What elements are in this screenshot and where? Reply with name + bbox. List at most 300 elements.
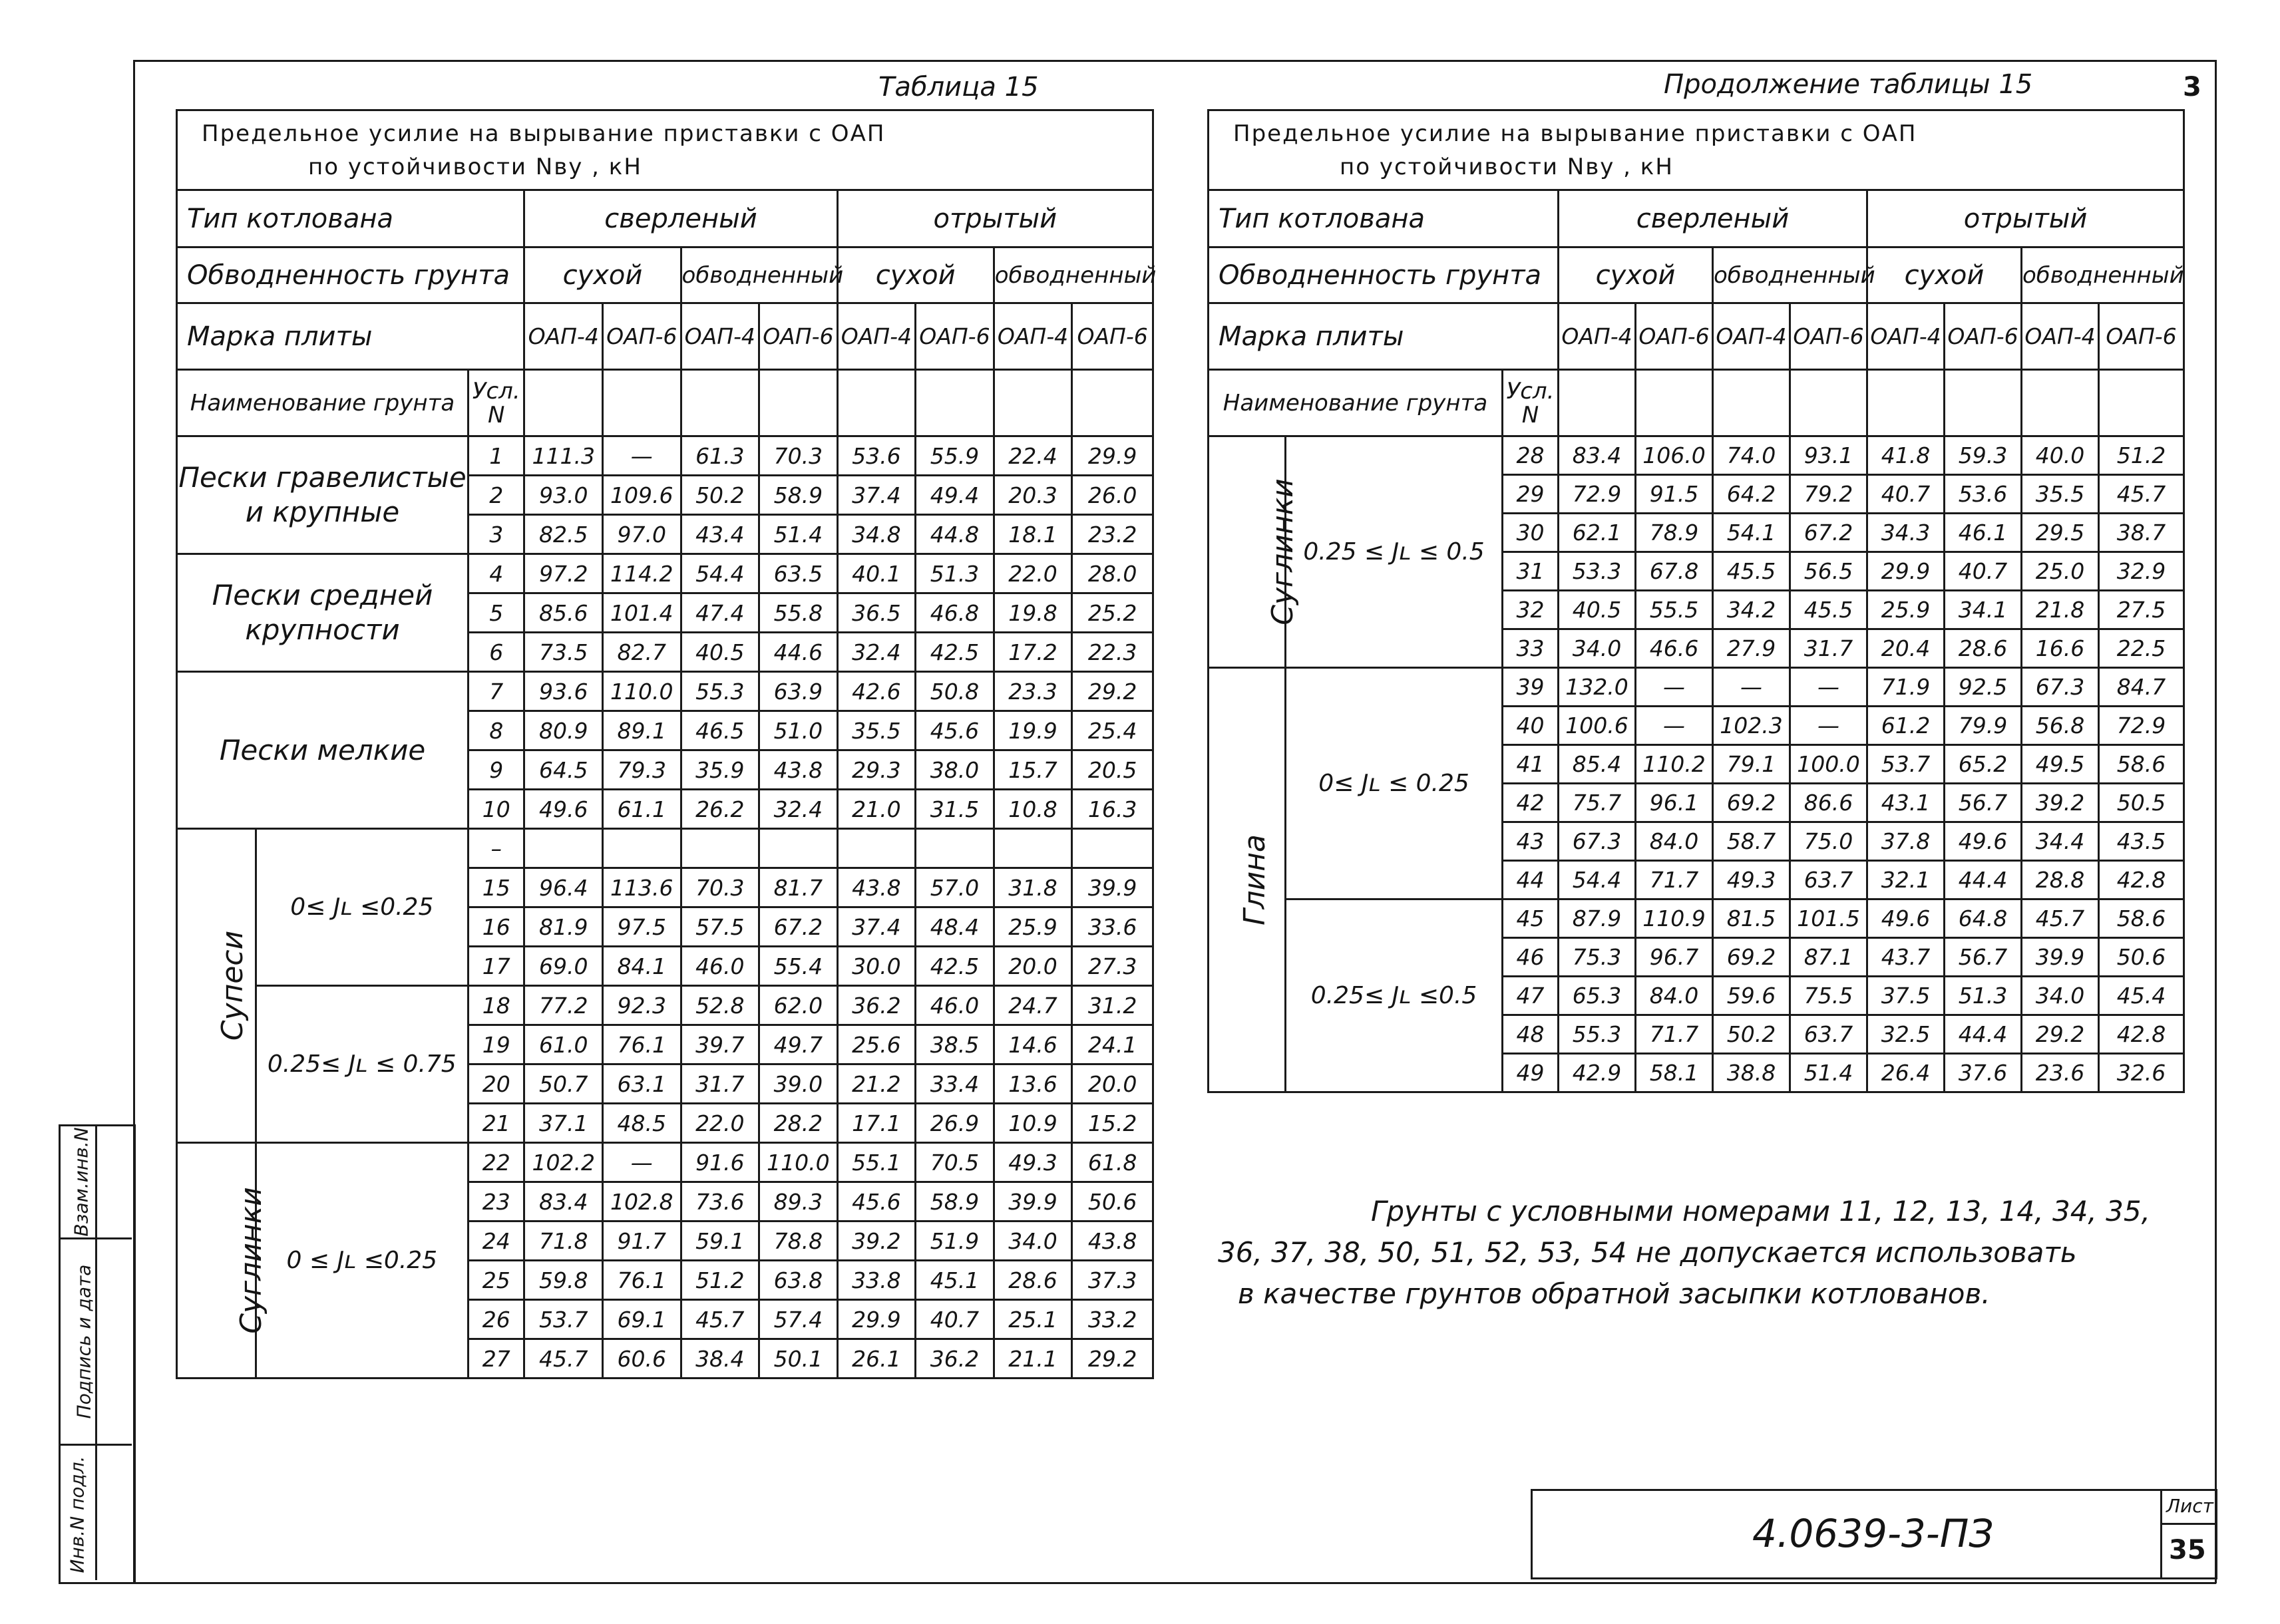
value-cell: — — [1636, 707, 1713, 745]
value-cell: 48.4 — [916, 907, 994, 947]
value-cell: 61.1 — [602, 790, 681, 829]
value-cell: 47.4 — [681, 593, 759, 633]
value-cell: 32.1 — [1867, 861, 1945, 899]
value-cell: 43.8 — [759, 750, 838, 790]
table-row — [177, 554, 1153, 593]
value-cell: 87.1 — [1790, 938, 1867, 977]
value-cell: 34.8 — [837, 515, 916, 554]
right-type-label: Тип котлована — [1209, 190, 1559, 247]
sheet-number-box — [2160, 1489, 2217, 1579]
left-table-caption: Таблица 15 — [878, 72, 1039, 102]
value-cell: 92.5 — [1945, 668, 2022, 707]
value-cell: 35.5 — [2022, 475, 2099, 514]
value-cell: 70.3 — [681, 868, 759, 907]
side-field-sep1 — [59, 1237, 132, 1239]
left-soil-name-label: Наименование грунта — [177, 370, 469, 436]
value-cell: 69.0 — [524, 947, 603, 986]
dash-cell: – — [469, 829, 524, 868]
value-cell: 79.9 — [1945, 707, 2022, 745]
value-cell: 63.7 — [1790, 861, 1867, 899]
cond-number-cell: 40 — [1503, 707, 1559, 745]
value-cell: 81.9 — [524, 907, 603, 947]
value-cell: 29.9 — [837, 1300, 916, 1339]
table-row — [177, 829, 1153, 868]
value-cell: 40.7 — [916, 1300, 994, 1339]
soil-group-suglinki-right — [1209, 436, 1300, 668]
cond-number-cell: 7 — [469, 672, 524, 711]
soil-group-supesi-text: Супеси — [216, 930, 250, 1041]
cond-number-cell: 1 — [469, 436, 524, 476]
value-cell: 46.0 — [916, 986, 994, 1025]
value-cell: 51.9 — [916, 1221, 994, 1261]
value-cell: 45.6 — [837, 1182, 916, 1221]
right-table-title — [1209, 110, 2184, 190]
consistency-c: 0 ≤ Jʟ ≤0.25 — [256, 1143, 469, 1379]
right-plate-2: ОАП-6 — [1636, 303, 1713, 370]
value-cell: 54.1 — [1713, 514, 1790, 552]
value-cell: 100.6 — [1559, 707, 1636, 745]
value-cell: 55.4 — [759, 947, 838, 986]
value-cell: 37.1 — [524, 1104, 603, 1143]
value-cell: 26.0 — [1072, 476, 1153, 515]
value-cell: 85.4 — [1559, 745, 1636, 784]
left-water-label: Обводненность грунта — [177, 247, 524, 303]
cond-number-cell: 15 — [469, 868, 524, 907]
soil-group-suglinki-text: Суглинки — [234, 1187, 268, 1334]
value-cell: 29.3 — [837, 750, 916, 790]
value-cell: 82.7 — [602, 633, 681, 672]
empty-cell — [1072, 829, 1153, 868]
value-cell: 16.3 — [1072, 790, 1153, 829]
cond-number-cell: 39 — [1503, 668, 1559, 707]
left-plate-2: ОАП-6 — [602, 303, 681, 370]
value-cell: 67.8 — [1636, 552, 1713, 591]
value-cell: 28.6 — [994, 1261, 1072, 1300]
value-cell: 37.4 — [837, 907, 916, 947]
table-row — [1209, 436, 2184, 475]
value-cell: 55.9 — [916, 436, 994, 476]
value-cell: 34.4 — [2022, 822, 2099, 861]
value-cell: 52.8 — [681, 986, 759, 1025]
value-cell: 25.6 — [837, 1025, 916, 1064]
frame-top-line — [133, 60, 2216, 62]
right-plate-4: ОАП-6 — [1790, 303, 1867, 370]
value-cell: 26.9 — [916, 1104, 994, 1143]
value-cell: 55.3 — [1559, 1015, 1636, 1054]
value-cell: 37.6 — [1945, 1054, 2022, 1092]
side-field-original: Инв.N подл. — [66, 1456, 89, 1573]
value-cell: 97.2 — [524, 554, 603, 593]
value-cell: 110.0 — [759, 1143, 838, 1182]
value-cell: 46.1 — [1945, 514, 2022, 552]
value-cell: 19.8 — [994, 593, 1072, 633]
value-cell: 22.0 — [681, 1104, 759, 1143]
value-cell: 83.4 — [524, 1182, 603, 1221]
value-cell: 34.2 — [1713, 591, 1790, 629]
cond-number-cell: 32 — [1503, 591, 1559, 629]
left-plate-5: ОАП-4 — [837, 303, 916, 370]
value-cell: 40.7 — [1945, 552, 2022, 591]
value-cell: 20.0 — [994, 947, 1072, 986]
right-plate-7: ОАП-4 — [2022, 303, 2099, 370]
value-cell: 31.8 — [994, 868, 1072, 907]
value-cell: 91.7 — [602, 1221, 681, 1261]
cond-number-cell: 25 — [469, 1261, 524, 1300]
value-cell: 21.8 — [2022, 591, 2099, 629]
value-cell: 30.0 — [837, 947, 916, 986]
value-cell: 37.4 — [837, 476, 916, 515]
value-cell: 17.2 — [994, 633, 1072, 672]
value-cell: 42.5 — [916, 947, 994, 986]
consistency-e: 0≤ Jʟ ≤ 0.25 — [1286, 668, 1503, 899]
value-cell: 70.3 — [759, 436, 838, 476]
value-cell: 45.1 — [916, 1261, 994, 1300]
value-cell: 109.6 — [602, 476, 681, 515]
value-cell: 79.3 — [602, 750, 681, 790]
value-cell: 114.2 — [602, 554, 681, 593]
value-cell: 60.6 — [602, 1339, 681, 1379]
value-cell: 72.9 — [1559, 475, 1636, 514]
value-cell: 76.1 — [602, 1261, 681, 1300]
value-cell: 40.5 — [1559, 591, 1636, 629]
value-cell: 93.0 — [524, 476, 603, 515]
value-cell: 59.6 — [1713, 977, 1790, 1015]
value-cell: 22.5 — [2099, 629, 2184, 668]
cond-number-cell: 45 — [1503, 899, 1559, 938]
left-table-body — [177, 436, 1153, 1379]
cond-number-cell: 4 — [469, 554, 524, 593]
value-cell: 62.1 — [1559, 514, 1636, 552]
value-cell: 75.5 — [1790, 977, 1867, 1015]
value-cell: 54.4 — [1559, 861, 1636, 899]
value-cell: 92.3 — [602, 986, 681, 1025]
cond-number-cell: 10 — [469, 790, 524, 829]
value-cell: 10.9 — [994, 1104, 1072, 1143]
value-cell: 91.5 — [1636, 475, 1713, 514]
value-cell: 63.9 — [759, 672, 838, 711]
value-cell: 13.6 — [994, 1064, 1072, 1104]
sheet-box-divider — [2162, 1523, 2215, 1525]
value-cell: 57.4 — [759, 1300, 838, 1339]
value-cell: 55.3 — [681, 672, 759, 711]
value-cell: 96.4 — [524, 868, 603, 907]
value-cell: 29.2 — [2022, 1015, 2099, 1054]
value-cell: 58.7 — [1713, 822, 1790, 861]
value-cell: 43.1 — [1867, 784, 1945, 822]
value-cell: 51.2 — [2099, 436, 2184, 475]
value-cell: 45.7 — [2022, 899, 2099, 938]
left-drilled-dry: сухой — [524, 247, 681, 303]
cond-number-cell: 46 — [1503, 938, 1559, 977]
right-open-header: отрытый — [1867, 190, 2184, 247]
value-cell: 19.9 — [994, 711, 1072, 750]
value-cell: 29.9 — [1072, 436, 1153, 476]
value-cell: 21.2 — [837, 1064, 916, 1104]
value-cell: 97.5 — [602, 907, 681, 947]
right-cond-no-label: Усл. N — [1503, 370, 1559, 436]
value-cell: 59.1 — [681, 1221, 759, 1261]
empty-cell — [602, 829, 681, 868]
left-drilled-header: сверленый — [524, 190, 837, 247]
right-plate-label: Марка плиты — [1209, 303, 1559, 370]
value-cell: 24.1 — [1072, 1025, 1153, 1064]
value-cell: 58.1 — [1636, 1054, 1713, 1092]
value-cell: 34.3 — [1867, 514, 1945, 552]
value-cell: 51.4 — [1790, 1054, 1867, 1092]
value-cell: 20.0 — [1072, 1064, 1153, 1104]
cond-number-cell: 27 — [469, 1339, 524, 1379]
cond-number-cell: 29 — [1503, 475, 1559, 514]
value-cell: 80.9 — [524, 711, 603, 750]
value-cell: 89.3 — [759, 1182, 838, 1221]
soil-group-medium: Пески средней крупности — [177, 554, 469, 672]
value-cell: 51.2 — [681, 1261, 759, 1300]
cond-number-cell: 28 — [1503, 436, 1559, 475]
value-cell: 53.3 — [1559, 552, 1636, 591]
value-cell: 43.4 — [681, 515, 759, 554]
sheet-corner-number: 3 — [2183, 72, 2201, 102]
value-cell: 39.2 — [837, 1221, 916, 1261]
value-cell: 38.8 — [1713, 1054, 1790, 1092]
soil-group-suglinki-right-text: Суглинки — [1265, 478, 1300, 625]
value-cell: 25.0 — [2022, 552, 2099, 591]
value-cell: 28.2 — [759, 1104, 838, 1143]
value-cell: 20.3 — [994, 476, 1072, 515]
cond-number-cell: 19 — [469, 1025, 524, 1064]
value-cell: 33.8 — [837, 1261, 916, 1300]
value-cell: 58.9 — [916, 1182, 994, 1221]
value-cell: 72.9 — [2099, 707, 2184, 745]
value-cell: — — [602, 1143, 681, 1182]
value-cell: 28.8 — [2022, 861, 2099, 899]
value-cell: 87.9 — [1559, 899, 1636, 938]
value-cell: 91.6 — [681, 1143, 759, 1182]
value-cell: 100.0 — [1790, 745, 1867, 784]
value-cell: 101.5 — [1790, 899, 1867, 938]
value-cell: 53.6 — [837, 436, 916, 476]
cond-number-cell: 9 — [469, 750, 524, 790]
value-cell: 45.5 — [1713, 552, 1790, 591]
value-cell: 82.5 — [524, 515, 603, 554]
right-title-line2: по устойчивости Nву , кН — [1340, 153, 1674, 180]
value-cell: 34.0 — [2022, 977, 2099, 1015]
value-cell: 63.5 — [759, 554, 838, 593]
right-drilled-dry: сухой — [1559, 247, 1713, 303]
value-cell: 28.0 — [1072, 554, 1153, 593]
value-cell: 21.0 — [837, 790, 916, 829]
value-cell: 17.1 — [837, 1104, 916, 1143]
empty-cell — [681, 829, 759, 868]
cond-number-cell: 5 — [469, 593, 524, 633]
value-cell: 50.5 — [2099, 784, 2184, 822]
left-open-header: отрытый — [837, 190, 1153, 247]
left-plate-8: ОАП-6 — [1072, 303, 1153, 370]
value-cell: 25.1 — [994, 1300, 1072, 1339]
table-row — [177, 986, 1153, 1025]
value-cell: 132.0 — [1559, 668, 1636, 707]
value-cell: 42.8 — [2099, 861, 2184, 899]
cond-number-cell: 26 — [469, 1300, 524, 1339]
consistency-f: 0.25≤ Jʟ ≤0.5 — [1286, 899, 1503, 1092]
value-cell: 78.8 — [759, 1221, 838, 1261]
cond-number-cell: 42 — [1503, 784, 1559, 822]
right-drilled-header: сверленый — [1559, 190, 1867, 247]
value-cell: 73.5 — [524, 633, 603, 672]
value-cell: 46.6 — [1636, 629, 1713, 668]
value-cell: 67.3 — [2022, 668, 2099, 707]
value-cell: 25.9 — [1867, 591, 1945, 629]
value-cell: 45.7 — [681, 1300, 759, 1339]
value-cell: 38.7 — [2099, 514, 2184, 552]
footnote-line1: Грунты с условными номерами 11, 12, 13, 14, 34, 35, — [1371, 1195, 2150, 1227]
value-cell: 45.4 — [2099, 977, 2184, 1015]
value-cell: 55.1 — [837, 1143, 916, 1182]
value-cell: 34.0 — [1559, 629, 1636, 668]
value-cell: 36.5 — [837, 593, 916, 633]
value-cell: 53.7 — [1867, 745, 1945, 784]
value-cell: 23.2 — [1072, 515, 1153, 554]
left-plate-6: ОАП-6 — [916, 303, 994, 370]
value-cell: 35.9 — [681, 750, 759, 790]
left-table — [176, 109, 1157, 1379]
value-cell: 29.5 — [2022, 514, 2099, 552]
value-cell: 26.2 — [681, 790, 759, 829]
value-cell: 65.2 — [1945, 745, 2022, 784]
cond-number-cell: 18 — [469, 986, 524, 1025]
value-cell: 43.5 — [2099, 822, 2184, 861]
frame-right-line — [2215, 60, 2217, 1583]
value-cell: 79.2 — [1790, 475, 1867, 514]
value-cell: 75.7 — [1559, 784, 1636, 822]
value-cell: 44.8 — [916, 515, 994, 554]
value-cell: 84.7 — [2099, 668, 2184, 707]
value-cell: 37.8 — [1867, 822, 1945, 861]
value-cell: 44.6 — [759, 633, 838, 672]
value-cell: 45.7 — [2099, 475, 2184, 514]
cond-number-cell: 31 — [1503, 552, 1559, 591]
value-cell: 64.5 — [524, 750, 603, 790]
value-cell: 10.8 — [994, 790, 1072, 829]
left-plate-3: ОАП-4 — [681, 303, 759, 370]
table-row — [1209, 668, 2184, 707]
right-soil-name-label: Наименование грунта — [1209, 370, 1503, 436]
right-open-wet: обводненный — [2022, 247, 2184, 303]
value-cell: 46.0 — [681, 947, 759, 986]
value-cell: 49.7 — [759, 1025, 838, 1064]
cond-number-cell: 44 — [1503, 861, 1559, 899]
right-plate-5: ОАП-4 — [1867, 303, 1945, 370]
value-cell: 37.3 — [1072, 1261, 1153, 1300]
value-cell: 44.4 — [1945, 861, 2022, 899]
left-drilled-wet: обводненный — [681, 247, 837, 303]
value-cell: 31.5 — [916, 790, 994, 829]
empty-cell — [916, 829, 994, 868]
value-cell: 96.1 — [1636, 784, 1713, 822]
value-cell: 37.5 — [1867, 977, 1945, 1015]
cond-number-cell: 33 — [1503, 629, 1559, 668]
value-cell: 40.1 — [837, 554, 916, 593]
value-cell: 32.9 — [2099, 552, 2184, 591]
right-open-dry: сухой — [1867, 247, 2022, 303]
value-cell: 40.7 — [1867, 475, 1945, 514]
value-cell: 61.3 — [681, 436, 759, 476]
right-title-line1: Предельное усилие на вырывание приставки с ОАП — [1233, 120, 1917, 147]
value-cell: — — [1636, 668, 1713, 707]
right-table-caption: Продолжение таблицы 15 — [1664, 69, 2033, 100]
value-cell: 55.8 — [759, 593, 838, 633]
value-cell: 39.7 — [681, 1025, 759, 1064]
value-cell: 34.0 — [994, 1221, 1072, 1261]
value-cell: 38.0 — [916, 750, 994, 790]
value-cell: 42.8 — [2099, 1015, 2184, 1054]
value-cell: 50.6 — [2099, 938, 2184, 977]
cond-number-cell: 20 — [469, 1064, 524, 1104]
value-cell: 32.5 — [1867, 1015, 1945, 1054]
consistency-a: 0≤ Jʟ ≤0.25 — [256, 829, 469, 986]
value-cell: 40.0 — [2022, 436, 2099, 475]
value-cell: 46.5 — [681, 711, 759, 750]
cond-number-cell: 48 — [1503, 1015, 1559, 1054]
value-cell: 44.4 — [1945, 1015, 2022, 1054]
value-cell: 61.0 — [524, 1025, 603, 1064]
left-title-line1: Предельное усилие на вырывание приставки с ОАП — [202, 120, 886, 147]
value-cell: 84.1 — [602, 947, 681, 986]
value-cell: 56.8 — [2022, 707, 2099, 745]
value-cell: 70.5 — [916, 1143, 994, 1182]
value-cell: 102.8 — [602, 1182, 681, 1221]
value-cell: 75.0 — [1790, 822, 1867, 861]
value-cell: 67.2 — [759, 907, 838, 947]
cond-number-cell: 16 — [469, 907, 524, 947]
value-cell: 86.6 — [1790, 784, 1867, 822]
left-plate-7: ОАП-4 — [994, 303, 1072, 370]
value-cell: 16.6 — [2022, 629, 2099, 668]
value-cell: 50.8 — [916, 672, 994, 711]
side-field-divider — [95, 1124, 97, 1580]
right-plate-6: ОАП-6 — [1945, 303, 2022, 370]
cond-number-cell: 49 — [1503, 1054, 1559, 1092]
value-cell: 48.5 — [602, 1104, 681, 1143]
consistency-b: 0.25≤ Jʟ ≤ 0.75 — [256, 986, 469, 1143]
value-cell: 89.1 — [602, 711, 681, 750]
value-cell: 21.1 — [994, 1339, 1072, 1379]
right-plate-1: ОАП-4 — [1559, 303, 1636, 370]
value-cell: 106.0 — [1636, 436, 1713, 475]
value-cell: 50.7 — [524, 1064, 603, 1104]
value-cell: 26.1 — [837, 1339, 916, 1379]
value-cell: 39.9 — [2022, 938, 2099, 977]
value-cell: — — [1790, 668, 1867, 707]
value-cell: 61.8 — [1072, 1143, 1153, 1182]
cond-number-cell: 43 — [1503, 822, 1559, 861]
value-cell: 58.9 — [759, 476, 838, 515]
value-cell: 29.2 — [1072, 1339, 1153, 1379]
table-row — [1209, 899, 2184, 938]
value-cell: 28.6 — [1945, 629, 2022, 668]
value-cell: 51.3 — [916, 554, 994, 593]
right-plate-3: ОАП-4 — [1713, 303, 1790, 370]
left-open-wet: обводненный — [994, 247, 1153, 303]
value-cell: 32.6 — [2099, 1054, 2184, 1092]
value-cell: 54.4 — [681, 554, 759, 593]
cond-number-cell: 8 — [469, 711, 524, 750]
value-cell: 45.6 — [916, 711, 994, 750]
value-cell: 74.0 — [1713, 436, 1790, 475]
value-cell: 20.5 — [1072, 750, 1153, 790]
value-cell: 56.5 — [1790, 552, 1867, 591]
value-cell: 63.7 — [1790, 1015, 1867, 1054]
table-row — [177, 436, 1153, 476]
